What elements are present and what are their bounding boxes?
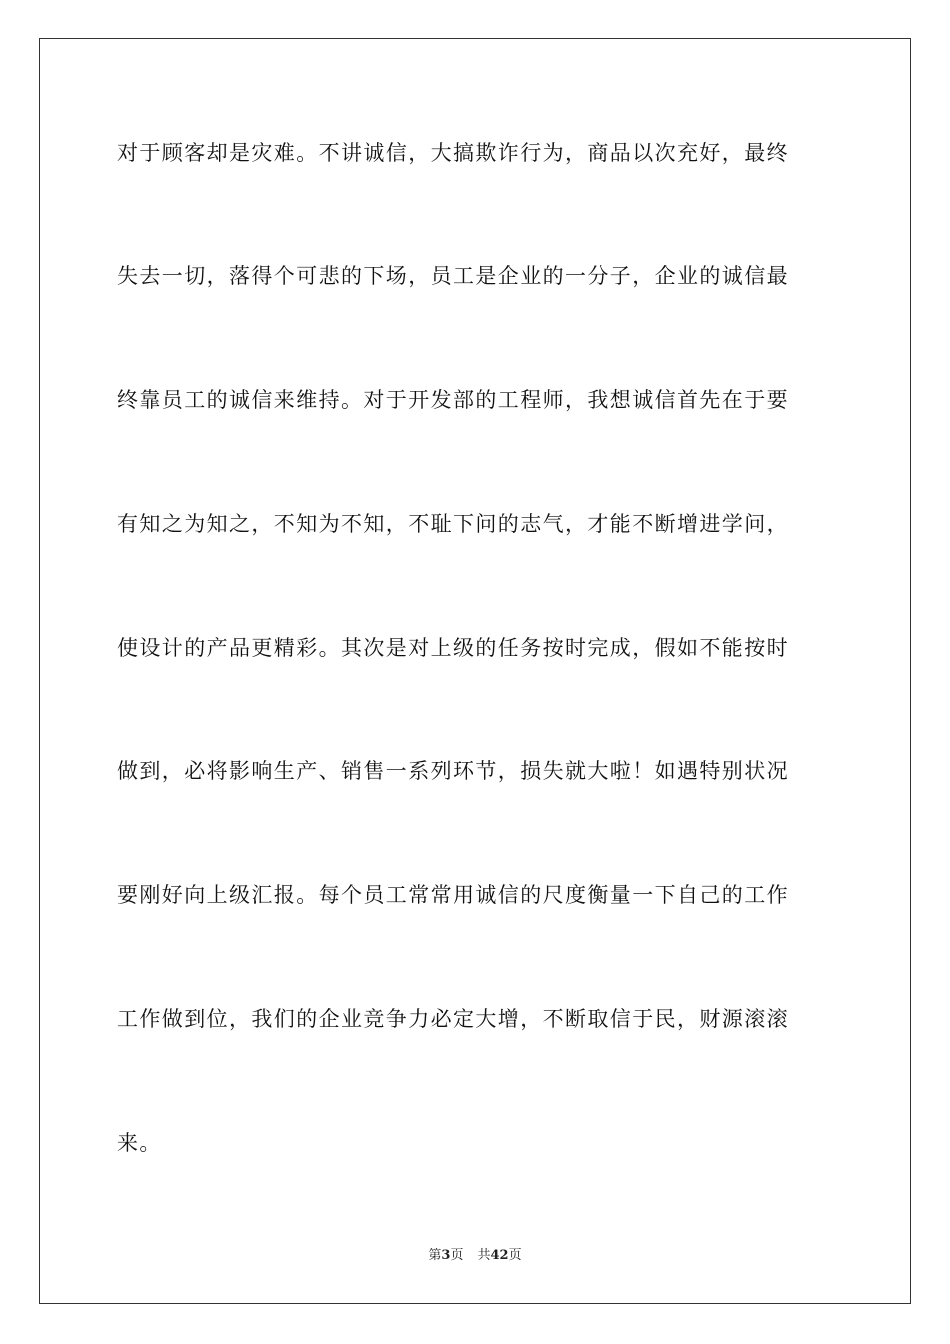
body-line-3: 终靠员工的诚信来维持。对于开发部的工程师，我想诚信首先在于要 (117, 388, 789, 412)
body-line-1: 对于顾客却是灾难。不讲诚信，大搞欺诈行为，商品以次充好，最终 (117, 141, 789, 165)
page-prefix: 第 (428, 1248, 442, 1263)
page-border (39, 38, 911, 1304)
body-line-9: 来。 (117, 1131, 162, 1155)
total-pages: 42 (490, 1248, 509, 1263)
page-footer (0, 1247, 950, 1265)
total-suffix: 页 (508, 1248, 522, 1263)
page-number: 3 (441, 1248, 451, 1263)
body-line-8: 工作做到位，我们的企业竞争力必定大增，不断取信于民，财源滚滚 (117, 1007, 789, 1031)
page-suffix: 页 (450, 1248, 464, 1263)
body-line-4: 有知之为知之，不知为不知，不耻下问的志气，才能不断增进学问， (117, 512, 789, 536)
total-prefix: 共 (477, 1248, 491, 1263)
body-line-7: 要刚好向上级汇报。每个员工常常用诚信的尺度衡量一下自己的工作 (117, 883, 789, 907)
body-line-6: 做到，必将影响生产、销售一系列环节，损失就大啦！如遇特别状况 (117, 759, 789, 783)
body-line-5: 使设计的产品更精彩。其次是对上级的任务按时完成，假如不能按时 (117, 636, 789, 660)
body-line-2: 失去一切，落得个可悲的下场，员工是企业的一分子，企业的诚信最 (117, 264, 789, 288)
